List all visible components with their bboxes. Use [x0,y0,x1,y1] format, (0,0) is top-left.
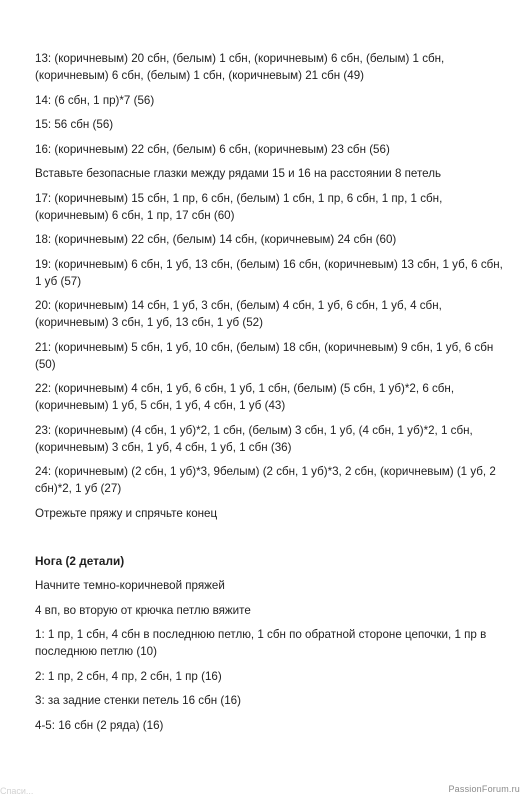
leg-row-1: 1: 1 пр, 1 сбн, 4 сбн в последнюю петлю, 1 сбн по обратной стороне цепочки, 1 пр в последнюю петлю (10) [35,628,487,658]
row-13: 13: (коричневым) 20 сбн, (белым) 1 сбн, (коричневым) 6 сбн, (белым) 1 сбн, (коричневым) 6 сбн, (белым) 1 сбн, (коричневым) 21 сбн (49) [35,52,445,82]
row-20: 20: (коричневым) 14 сбн, 1 уб, 3 сбн, (белым) 4 сбн, 1 уб, 6 сбн, 1 уб, 4 сбн, (коричневым) 3 сбн, 1 уб, 13 сбн, 1 уб (52) [35,299,442,329]
row-24: 24: (коричневым) (2 сбн, 1 уб)*3, 9белым) (2 сбн, 1 уб)*3, 2 сбн, (коричневым) (1 уб, 2 сбн)*2, 1 уб (27) [35,465,496,495]
pattern-document [35,50,505,741]
eyes-instruction: Вставьте безопасные глазки между рядами 15 и 16 на расстоянии 8 петель [35,167,442,180]
leg-row-4-5: 4-5: 16 сбн (2 ряда) (16) [35,718,164,732]
row-16: 16: (коричневым) 22 сбн, (белым) 6 сбн, (коричневым) 23 сбн (56) [35,142,390,156]
leg-row-2: 2: 1 пр, 2 сбн, 4 пр, 2 сбн, 1 пр (16) [35,669,222,683]
corner-mark: Спаси... [0,786,34,796]
row-14: 14: (6 сбн, 1 пр)*7 (56) [35,93,155,107]
row-22: 22: (коричневым) 4 сбн, 1 уб, 6 сбн, 1 уб, 1 сбн, (белым) (5 сбн, 1 уб)*2, 6 сбн, (коричневым) 1 уб, 5 сбн, 1 уб, 4 сбн, 1 уб (43) [35,382,455,412]
leg-section-heading: Нога (2 детали) [35,554,125,568]
leg-row-3: 3: за задние стенки петель 16 сбн (16) [35,694,241,707]
leg-chain-instruction: 4 вп, во вторую от крючка петлю вяжите [35,603,251,617]
row-23: 23: (коричневым) (4 сбн, 1 уб)*2, 1 сбн, (белым) 3 сбн, 1 уб, (4 сбн, 1 уб)*2, 1 сбн, (коричневым) 3 сбн, 1 уб, 4 сбн, 1 уб, 1 сбн (36) [35,423,473,454]
section-spacer [35,529,505,553]
row-17: 17: (коричневым) 15 сбн, 1 пр, 6 сбн, (белым) 1 сбн, 1 пр, 6 сбн, 1 пр, 1 сбн, (коричневым) 6 сбн, 1 пр, 17 сбн (60) [35,191,443,222]
leg-start-instruction: Начните темно-коричневой пряжей [35,579,225,592]
row-15: 15: 56 сбн (56) [35,118,114,131]
finish-instruction: Отрежьте пряжу и спрячьте конец [35,506,218,520]
row-21: 21: (коричневым) 5 сбн, 1 уб, 10 сбн, (белым) 18 сбн, (коричневым) 9 сбн, 1 уб, 6 сбн (50) [35,340,494,371]
row-18: 18: (коричневым) 22 сбн, (белым) 14 сбн, (коричневым) 24 сбн (60) [35,233,397,246]
site-watermark: PassionForum.ru [448,784,520,794]
row-19: 19: (коричневым) 6 сбн, 1 уб, 13 сбн, (белым) 16 сбн, (коричневым) 13 сбн, 1 уб, 6 сбн, 1 уб (57) [35,257,503,288]
